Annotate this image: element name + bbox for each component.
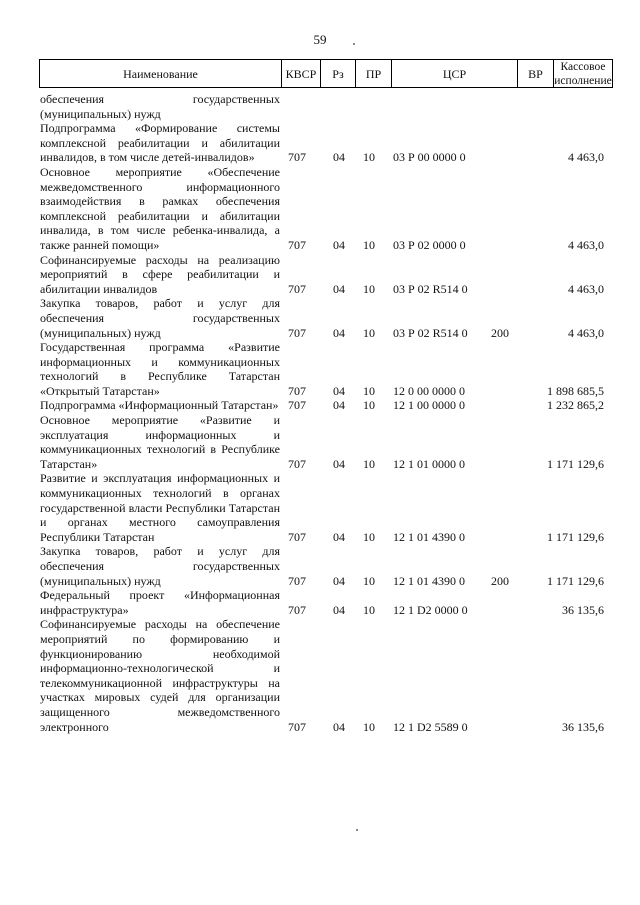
row-pr: 10 bbox=[363, 602, 375, 617]
row-rz: 04 bbox=[333, 383, 345, 398]
table-row bbox=[40, 544, 612, 588]
row-csr: 12 1 01 4390 0 bbox=[393, 573, 465, 588]
row-rz: 04 bbox=[333, 150, 345, 165]
header-sum: Кассовое исполнение bbox=[554, 60, 612, 87]
row-kvsr: 707 bbox=[288, 456, 306, 471]
row-sum: 4 463,0 bbox=[568, 150, 604, 165]
row-kvsr: 707 bbox=[288, 383, 306, 398]
row-pr: 10 bbox=[363, 150, 375, 165]
row-sum: 1 171 129,6 bbox=[547, 573, 604, 588]
row-rz: 04 bbox=[333, 398, 345, 413]
row-kvsr: 707 bbox=[288, 237, 306, 252]
row-pr: 10 bbox=[363, 573, 375, 588]
row-csr: 12 1 01 4390 0 bbox=[393, 529, 465, 544]
row-csr: 12 1 01 0000 0 bbox=[393, 456, 465, 471]
table-row bbox=[40, 413, 612, 471]
table-row bbox=[40, 296, 612, 340]
row-name: Софинансируемые расходы на обеспечение мероприятий по формированию и функционированию необходимой информационно-технологической и телекоммуникационной инфраструктуры на участках мировых судей для организации защищенного межведомственного электронного bbox=[40, 617, 280, 734]
row-kvsr: 707 bbox=[288, 150, 306, 165]
row-name: Подпрограмма «Информационный Татарстан» bbox=[40, 398, 279, 413]
row-name: Подпрограмма «Формирование системы комплексной реабилитации и абилитации инвалидов, в том числе детей-инвалидов» bbox=[40, 121, 280, 165]
row-name: Государственная программа «Развитие информационных и коммуникационных технологий в Республике Татарстан «Открытый Татарстан» bbox=[40, 340, 280, 398]
row-pr: 10 bbox=[363, 237, 375, 252]
row-sum: 4 463,0 bbox=[568, 281, 604, 296]
row-csr: 03 Р 02 R514 0 bbox=[393, 325, 468, 340]
row-kvsr: 707 bbox=[288, 281, 306, 296]
row-sum: 1 171 129,6 bbox=[547, 456, 604, 471]
row-rz: 04 bbox=[333, 281, 345, 296]
table-row bbox=[40, 340, 612, 398]
row-pr: 10 bbox=[363, 325, 375, 340]
row-name: Закупка товаров, работ и услуг для обеспечения государственных (муниципальных) нужд bbox=[40, 544, 280, 588]
header-rz: Рз bbox=[321, 60, 356, 87]
row-vr: 200 bbox=[491, 325, 509, 340]
row-name: обеспечения государственных (муниципальных) нужд bbox=[40, 92, 280, 121]
row-rz: 04 bbox=[333, 602, 345, 617]
row-pr: 10 bbox=[363, 398, 375, 413]
row-sum: 1 171 129,6 bbox=[547, 529, 604, 544]
row-csr: 12 0 00 0000 0 bbox=[393, 383, 465, 398]
row-name: Развитие и эксплуатация информационных и коммуникационных технологий в органах государственной власти Республики Татарстан и органах местного самоуправления Республики Татарстан bbox=[40, 471, 280, 544]
row-kvsr: 707 bbox=[288, 602, 306, 617]
table-row bbox=[40, 471, 612, 544]
header-vr: ВР bbox=[518, 60, 554, 87]
table-row bbox=[40, 617, 612, 734]
row-rz: 04 bbox=[333, 573, 345, 588]
table-row bbox=[40, 398, 612, 413]
row-rz: 04 bbox=[333, 719, 345, 734]
row-csr: 03 Р 02 0000 0 bbox=[393, 237, 466, 252]
row-rz: 04 bbox=[333, 529, 345, 544]
row-sum: 36 135,6 bbox=[562, 719, 604, 734]
row-csr: 12 1 D2 5589 0 bbox=[393, 719, 468, 734]
page-number: 59 bbox=[313, 32, 327, 47]
row-kvsr: 707 bbox=[288, 719, 306, 734]
row-name: Софинансируемые расходы на реализацию мероприятий в сфере реабилитации и абилитации инвалидов bbox=[40, 252, 280, 296]
table-body bbox=[40, 92, 612, 734]
row-kvsr: 707 bbox=[288, 529, 306, 544]
row-pr: 10 bbox=[363, 281, 375, 296]
row-sum: 4 463,0 bbox=[568, 325, 604, 340]
row-sum: 4 463,0 bbox=[568, 237, 604, 252]
table-row bbox=[40, 92, 612, 121]
table-row bbox=[40, 253, 612, 297]
row-sum: 36 135,6 bbox=[562, 602, 604, 617]
table-row bbox=[40, 588, 612, 617]
table-row bbox=[40, 165, 612, 253]
row-kvsr: 707 bbox=[288, 325, 306, 340]
row-csr: 03 Р 02 R514 0 bbox=[393, 281, 468, 296]
header-csr: ЦСР bbox=[392, 60, 518, 87]
row-pr: 10 bbox=[363, 529, 375, 544]
row-csr: 12 1 D2 0000 0 bbox=[393, 602, 468, 617]
row-rz: 04 bbox=[333, 237, 345, 252]
table-header bbox=[39, 59, 613, 88]
scan-speck bbox=[356, 829, 358, 831]
row-name: Закупка товаров, работ и услуг для обеспечения государственных (муниципальных) нужд bbox=[40, 296, 280, 340]
row-rz: 04 bbox=[333, 325, 345, 340]
header-pr: ПР bbox=[356, 60, 392, 87]
row-vr: 200 bbox=[491, 573, 509, 588]
row-pr: 10 bbox=[363, 383, 375, 398]
row-name: Основное мероприятие «Развитие и эксплуатация информационных и коммуникационных технологий в Республике Татарстан» bbox=[40, 413, 280, 471]
row-sum: 1 232 865,2 bbox=[547, 398, 604, 413]
header-name: Наименование bbox=[40, 60, 282, 87]
row-csr: 03 Р 00 0000 0 bbox=[393, 150, 466, 165]
row-rz: 04 bbox=[333, 456, 345, 471]
row-name: Основное мероприятие «Обеспечение межведомственного информационного взаимодействия в рамках обеспечения комплексной реабилитации и абилитации инвалида, в том числе ребенка-инвалида, а также ранней помощи» bbox=[40, 164, 280, 252]
table-row bbox=[40, 121, 612, 165]
row-pr: 10 bbox=[363, 719, 375, 734]
row-kvsr: 707 bbox=[288, 573, 306, 588]
row-kvsr: 707 bbox=[288, 398, 306, 413]
row-sum: 1 898 685,5 bbox=[547, 383, 604, 398]
scan-speck bbox=[353, 43, 355, 45]
row-pr: 10 bbox=[363, 456, 375, 471]
header-kvsr: КВСР bbox=[282, 60, 321, 87]
row-name: Федеральный проект «Информационная инфраструктура» bbox=[40, 588, 280, 617]
row-csr: 12 1 00 0000 0 bbox=[393, 398, 465, 413]
